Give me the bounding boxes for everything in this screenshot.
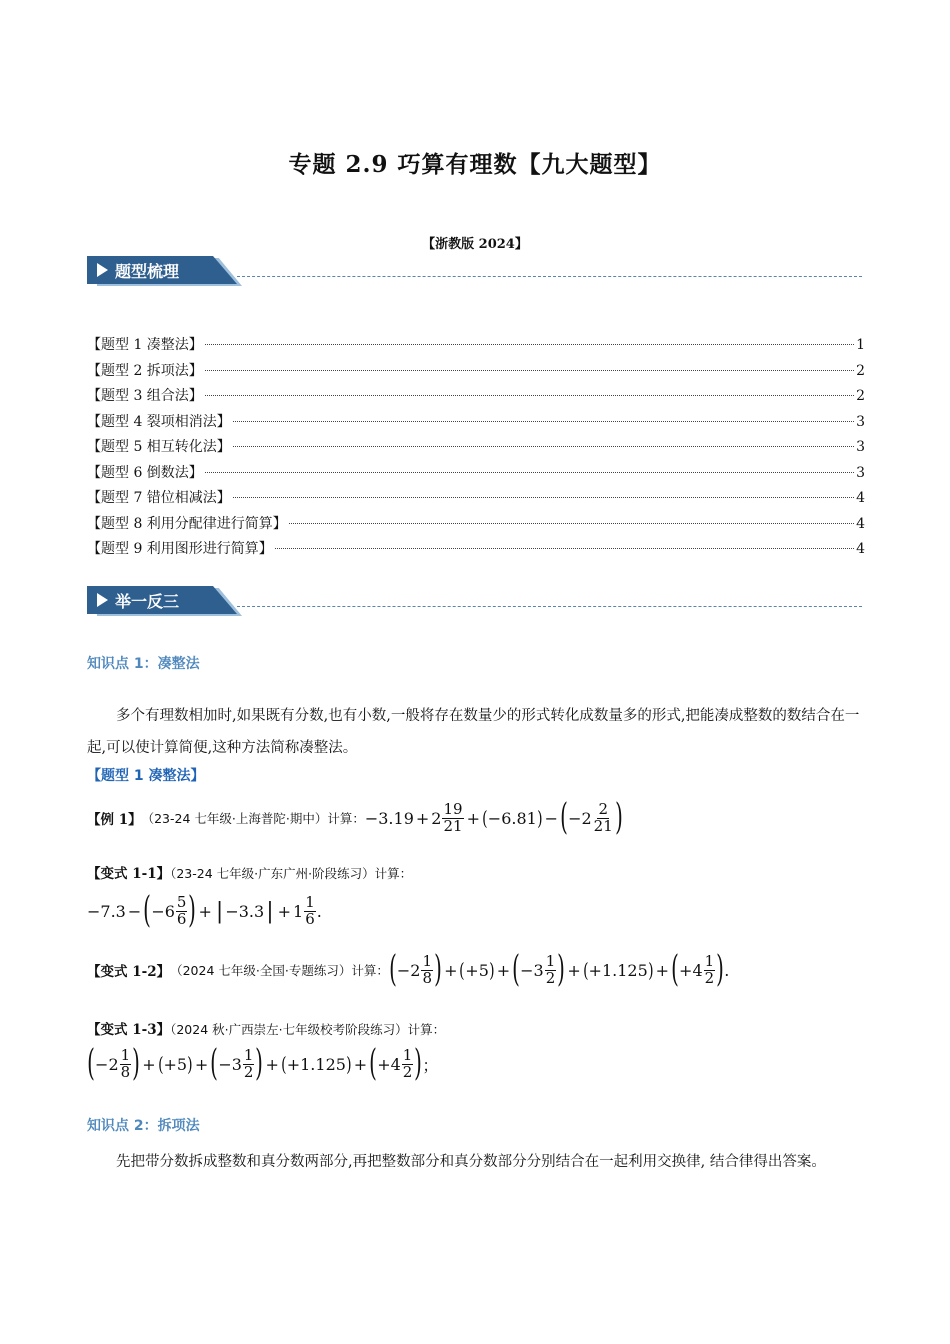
toc-item[interactable]: 【题型 7 错位相减法】 4	[87, 490, 865, 506]
banner-examples-label: 举一反三	[115, 592, 180, 611]
banner-outline-label: 题型梳理	[115, 262, 180, 281]
toc-item[interactable]: 【题型 3 组合法】 2	[87, 388, 865, 404]
example-1-expression: −3.19 + 2 $\frac{19}{21}$ + ( −6.81 ) − ( −2 $\frac{2}{21}$ )	[364, 797, 623, 838]
banner-outline	[87, 256, 862, 286]
toc-item[interactable]: 【题型 5 相互转化法】 3	[87, 439, 865, 455]
variant-1-1-expression: −7.3 − ( −6 $\frac{5}{6}$ ) + | −3.3 | + 1 $\frac{1}{6}$ .	[87, 890, 322, 931]
variant-1-1-expression-line	[87, 890, 322, 931]
play-arrow-icon	[97, 593, 108, 607]
variant-1-1: 【变式 1-1】（23-24 七年级·广东广州·阶段练习）计算：	[87, 866, 413, 882]
table-of-contents	[87, 334, 865, 564]
toc-item[interactable]: 【题型 2 拆项法】 2	[87, 362, 865, 379]
banner-examples	[87, 586, 862, 616]
variant-1-2-expression: ( −2 $\frac{1}{8}$ ) + ( +5 ) + ( −3 $\frac{1}{2}$ ) + ( +1.125 ) + ( +4 $\frac{1}{2}$ ) .	[388, 949, 730, 990]
knowledge-point-1-text: 多个有理数相加时,如果既有分数,也有小数,一般将存在数量少的形式转化成数量多的形式,把能凑成整数的数结合在一起,可以使计算简便,这种方法简称凑整法。	[87, 708, 860, 756]
knowledge-point-2-text: 先把带分数拆成整数和真分数两部分,再把整数部分和真分数部分分别结合在一起利用交换律, 结合律得出答案。	[116, 1154, 826, 1170]
knowledge-point-2-heading: 知识点 2：拆项法	[87, 1118, 200, 1134]
question-type-1-heading: 【题型 1 凑整法】	[87, 768, 205, 784]
variant-1-3-expression-line	[87, 1043, 439, 1084]
toc-item[interactable]: 【题型 4 裂项相消法】 3	[87, 413, 865, 430]
example-1: 【例 1】 （23-24 七年级·上海普陀·期中）计算： −3.19 + 2 $\frac{19}{21}$ + ( −6.81 ) − ( −2 $\frac{2}{21}$ )	[87, 797, 623, 838]
play-arrow-icon	[97, 263, 108, 277]
toc-item[interactable]: 【题型 1 凑整法】 1	[87, 337, 865, 353]
edition-label: 【浙教版 2024】	[422, 237, 528, 252]
toc-item[interactable]: 【题型 8 利用分配律进行简算】 4	[87, 515, 865, 532]
variant-1-2: 【变式 1-2】 （2024 七年级·全国·专题练习）计算： ( −2 $\frac{1}{8}$ ) + ( +5 ) + ( −3 $\frac{1}{2}$ ) + ( +1.125 ) + ( +4 $\frac{1}{2}$ ) .	[87, 949, 730, 990]
toc-item[interactable]: 【题型 6 倒数法】 3	[87, 464, 865, 481]
knowledge-point-1-heading: 知识点 1：凑整法	[87, 656, 200, 672]
toc-item[interactable]: 【题型 9 利用图形进行简算】 4	[87, 541, 865, 557]
variant-1-3-expression: ( −2 $\frac{1}{8}$ ) + ( +5 ) + ( −3 $\frac{1}{2}$ ) + ( +1.125 ) + ( +4 $\frac{1}{2}$ ) ；	[87, 1043, 439, 1084]
page-title: 专题 2.9 巧算有理数【九大题型】	[288, 151, 662, 178]
variant-1-3: 【变式 1-3】（2024 秋·广西崇左·七年级校考阶段练习）计算：	[87, 1022, 446, 1038]
